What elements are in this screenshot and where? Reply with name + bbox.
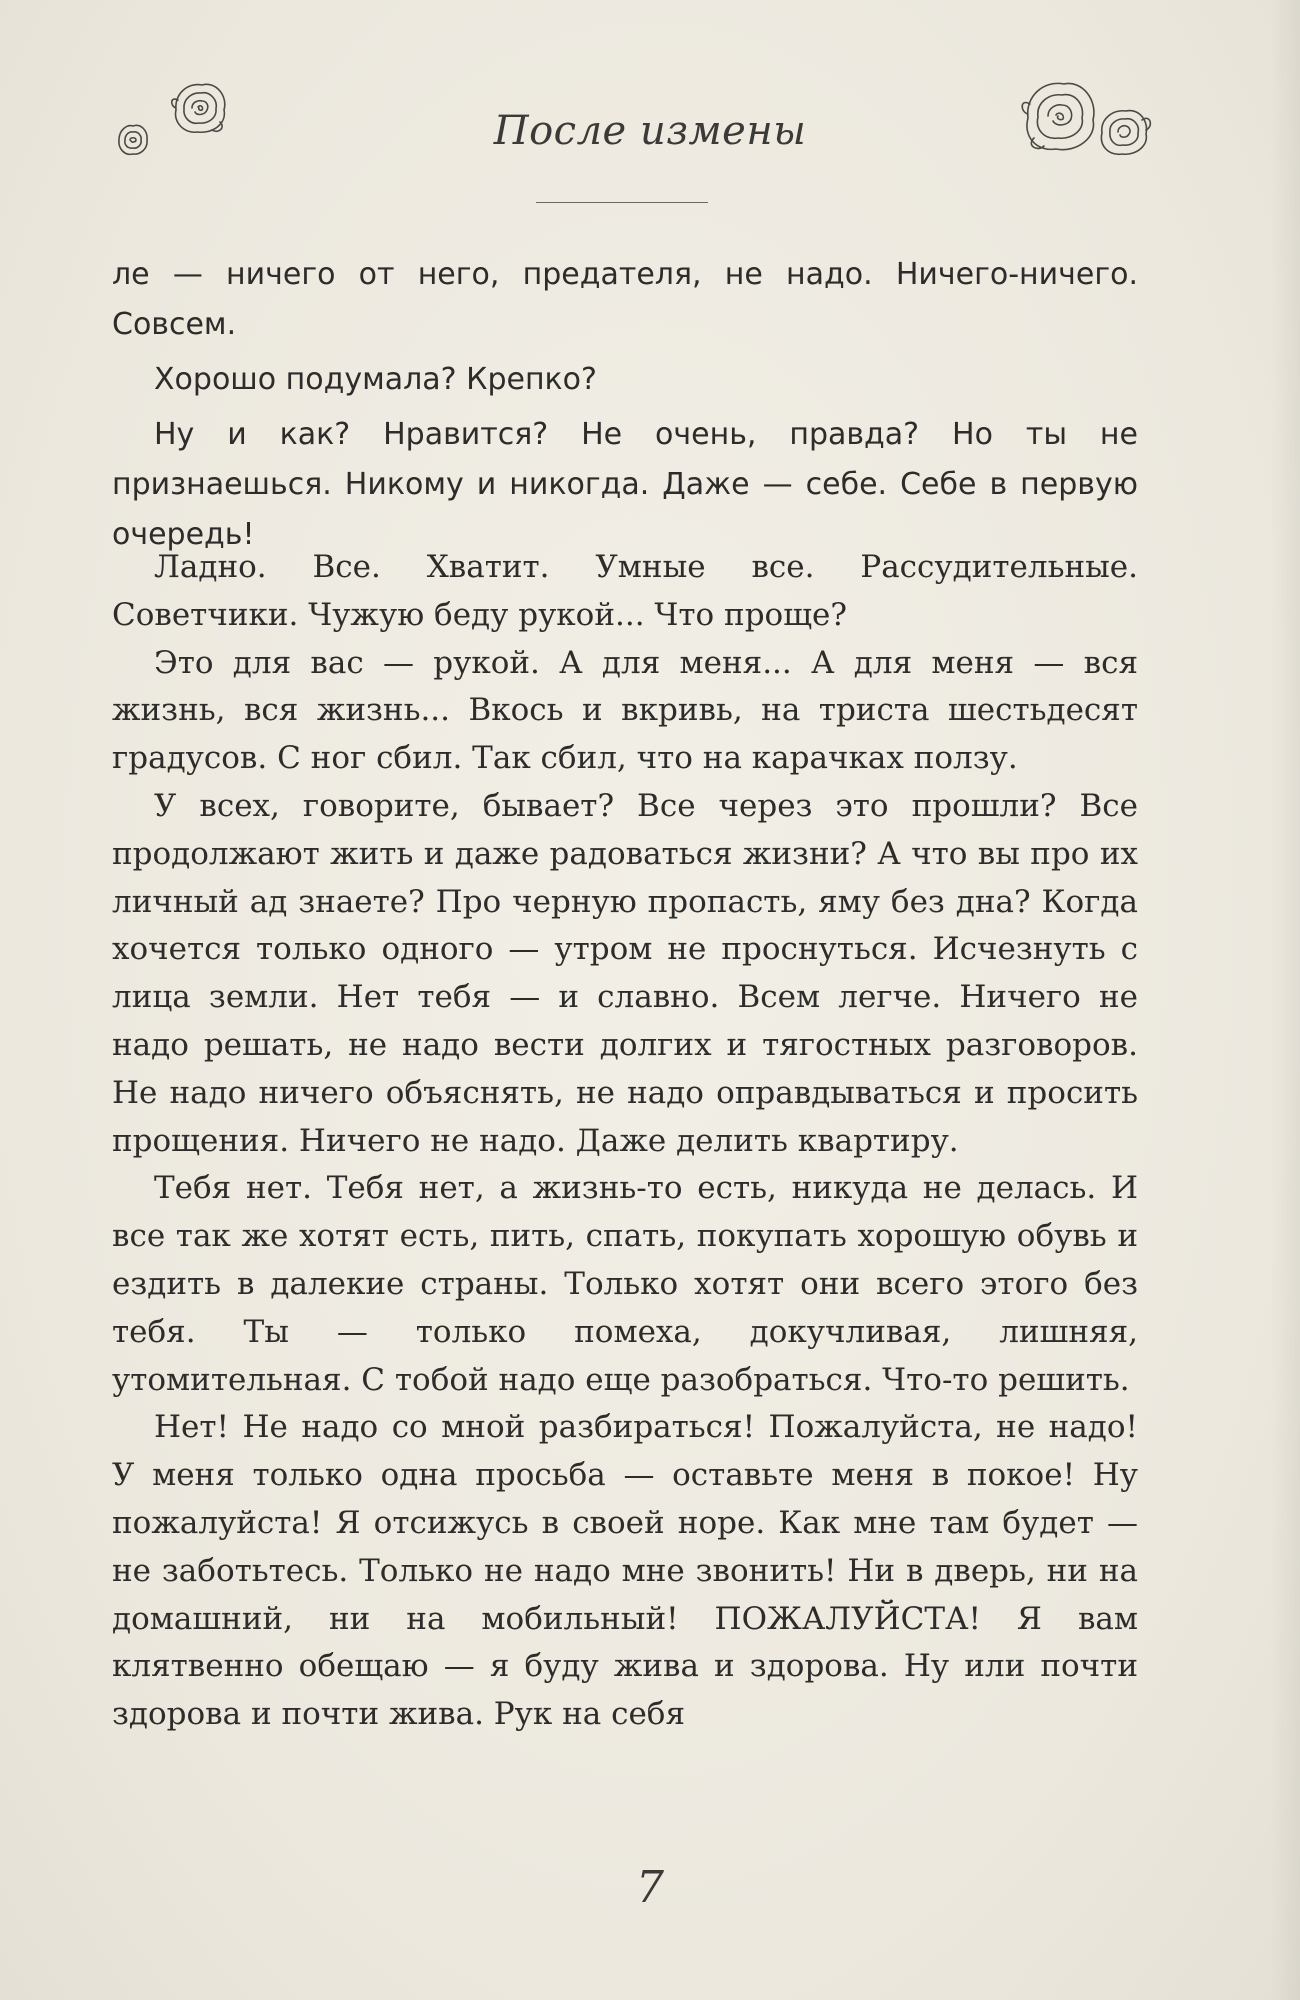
paragraph: Ну и как? Нравится? Не очень, правда? Но ты не признаешься. Никому и никогда. Даже — себе. Себе в первую очередь!	[112, 417, 1138, 552]
header-divider	[536, 202, 708, 203]
page-number: 7	[636, 1862, 664, 1913]
paragraph: ле — ничего от него, предателя, не надо. Ничего-ничего. Совсем.	[112, 257, 1138, 342]
page-gutter-shadow	[1270, 0, 1300, 2000]
paragraph: Это для вас — рукой. А для меня... А для меня — вся жизнь, вся жизнь... Вкось и вкривь, на триста шестьдесят градусов. С ног сбил. Так сбил, что на карачках ползу.	[112, 644, 1138, 777]
passage-sans-block	[112, 250, 1138, 565]
paragraph: Нет! Не надо со мной разбираться! Пожалуйста, не надо! У меня только одна просьба — оставьте меня в покое! Ну пожалуйста! Я отсижусь в своей норе. Как мне там будет — не заботьтесь. Только не надо мне звонить! Ни в дверь, ни на домашний, ни на мобильный! ПОЖАЛУЙСТА! Я вам клятвенно обещаю — я буду жива и здорова. Ну или почти здорова и почти жива. Рук на себя	[112, 1409, 1138, 1733]
paragraph: Ладно. Все. Хватит. Умные все. Рассудительные. Советчики. Чужую беду рукой... Что проще?	[112, 549, 1138, 633]
paragraph: У всех, говорите, бывает? Все через это прошли? Все продолжают жить и даже радоваться жизни? А что вы про их личный ад знаете? Про черную пропасть, яму без дна? Когда хочется только одного — утром не проснуться. Исчезнуть с лица земли. Нет тебя — и славно. Всем легче. Ничего не надо решать, не надо вести долгих и тягостных разговоров. Не надо ничего объяснять, не надо оправдываться и просить прощения. Ничего не надо. Даже делить квартиру.	[112, 787, 1138, 1159]
paragraph: Хорошо подумала? Крепко?	[154, 362, 597, 397]
running-header-title: После измены	[493, 108, 807, 154]
paragraph: Тебя нет. Тебя нет, а жизнь-то есть, никуда не делась. И все так же хотят есть, пить, спать, покупать хорошую обувь и ездить в далекие страны. Только хотят они всего этого без тебя. Ты — только помеха, докучливая, лишняя, утомительная. С тобой надо еще разобраться. Что-то решить.	[112, 1170, 1138, 1398]
passage-serif-block	[112, 544, 1138, 1739]
